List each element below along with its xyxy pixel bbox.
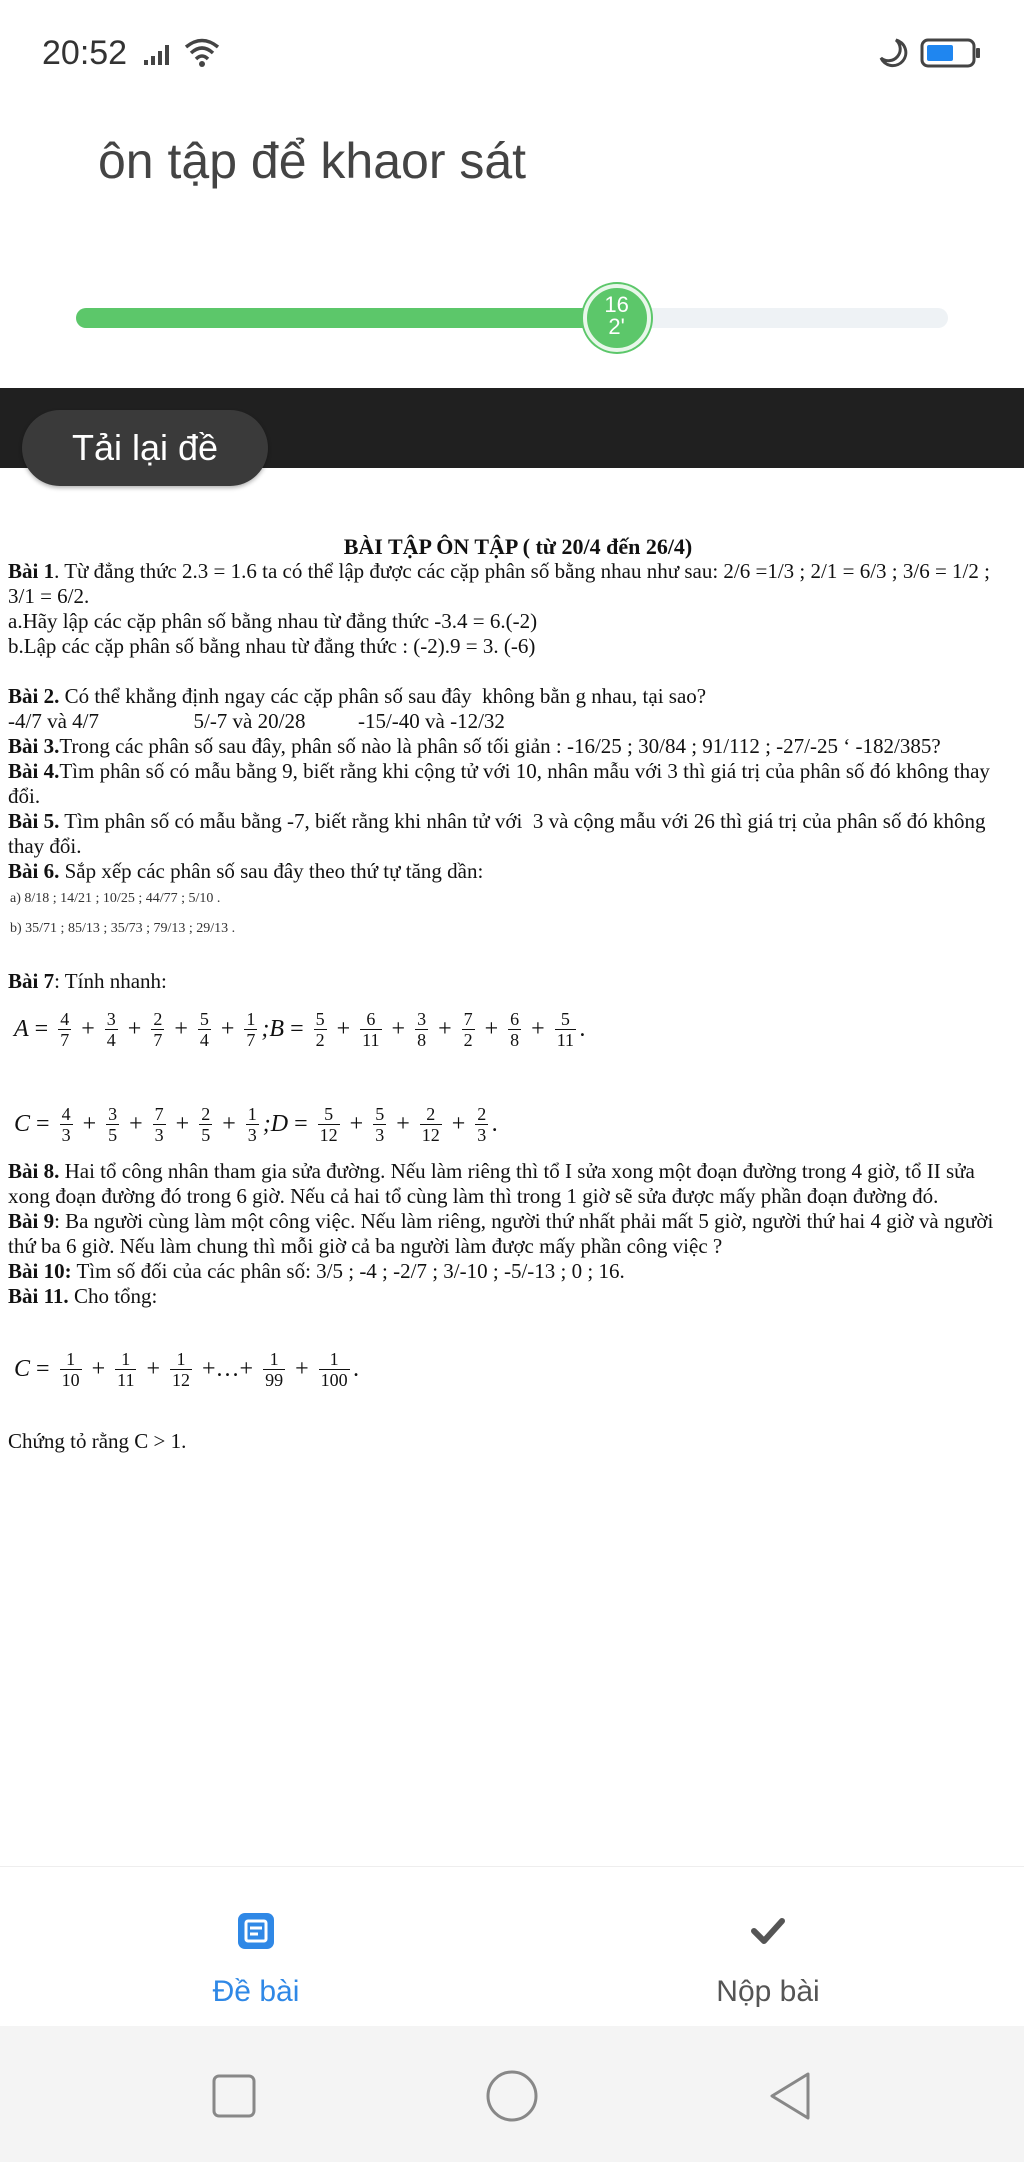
- plus-sign: +: [91, 1355, 106, 1382]
- denominator: 7: [60, 1029, 70, 1050]
- system-nav-bar: [0, 2026, 1024, 2162]
- wifi-icon: [182, 36, 222, 68]
- bai6-b: b) 35/71 ; 85/13 ; 35/73 ; 79/13 ; 29/13 .: [10, 921, 236, 936]
- denominator: 8: [510, 1029, 520, 1050]
- plus-sign: +: [222, 1110, 236, 1137]
- equals-sign: =: [34, 1015, 49, 1042]
- plus-sign: +: [396, 1110, 410, 1137]
- numerator: 1: [66, 1348, 76, 1369]
- plus-sign: +: [451, 1110, 466, 1137]
- plus-sign: +: [438, 1015, 452, 1042]
- bai2-pairs: -4/7 và 4/7 5/-7 và 20/28 -15/-40 và -12/32: [8, 709, 505, 733]
- separator: ;: [262, 1110, 271, 1137]
- fraction: [60, 1104, 73, 1145]
- numerator: 7: [463, 1008, 473, 1029]
- doc-heading: BÀI TẬP ÔN TẬP ( từ 20/4 đến 26/4): [343, 534, 693, 559]
- fraction: [60, 1349, 82, 1390]
- bai1-b: b.Lập các cặp phân số bằng nhau từ đẳng thức : (-2).9 = 3. (-6): [8, 634, 536, 658]
- conclusion: Chứng tỏ rằng C > 1.: [8, 1429, 187, 1453]
- fraction: [106, 1104, 119, 1145]
- plus-sign: +: [146, 1355, 160, 1382]
- denominator: 2: [463, 1029, 473, 1050]
- fraction: [105, 1009, 118, 1050]
- bai8: Bài 8. Hai tổ công nhân tham gia sửa đường. Nếu làm riêng thì tổ I sửa xong một đoạn đường trong 4 giờ, tổ II sửa xong đoạn đường đó trong 6 giờ. Nếu cả hai tổ cùng làm thì trong 1 giờ sẽ sửa được mấy phần đoạn đường đó.: [8, 1159, 981, 1208]
- fraction: [115, 1349, 136, 1390]
- fraction: [475, 1104, 488, 1145]
- formula-c-sum: [8, 1334, 1016, 1404]
- plus-sign: +: [129, 1110, 143, 1137]
- fraction: [373, 1104, 386, 1145]
- numerator: 5: [324, 1103, 334, 1124]
- numerator: 5: [315, 1008, 325, 1029]
- exam-document: [8, 534, 1016, 1454]
- bai7: Bài 7: Tính nhanh:: [8, 969, 167, 993]
- bai5: Bài 5. Tìm phân số có mẫu bằng -7, biết rằng khi nhân tử với 3 và cộng mẫu với 26 thì giá trị của phân số đó không thay đổi.: [8, 809, 991, 858]
- numerator: 3: [417, 1008, 427, 1029]
- denominator: 3: [61, 1124, 71, 1145]
- fraction: [314, 1009, 327, 1050]
- numerator: 1: [329, 1348, 339, 1369]
- numerator: 4: [61, 1103, 71, 1124]
- equals-sign: =: [36, 1355, 50, 1382]
- numerator: 3: [108, 1103, 118, 1124]
- denominator: 11: [556, 1029, 575, 1050]
- fraction: [319, 1349, 350, 1390]
- denominator: 12: [172, 1369, 190, 1390]
- denominator: 8: [417, 1029, 427, 1050]
- denominator: 2: [315, 1029, 325, 1050]
- numerator: 2: [201, 1103, 211, 1124]
- status-time: 20:52: [42, 34, 128, 72]
- fraction: [508, 1009, 521, 1050]
- document-icon: [236, 1911, 276, 1951]
- bai1: Bài 1. Từ đẳng thức 2.3 = 1.6 ta có thể lập được các cặp phân số bằng nhau như sau: 2/6 =1/3 ; 2/1 = 6/3 ; 3/6 = 1/2 ; 3/1 = 6/2.: [8, 559, 996, 608]
- denominator: 11: [117, 1369, 135, 1390]
- fraction: [360, 1009, 381, 1050]
- home-icon[interactable]: [482, 2066, 542, 2126]
- formula-name: A: [14, 1015, 29, 1042]
- formula-name: D: [270, 1110, 289, 1137]
- bai1-a: a.Hãy lập các cặp phân số bằng nhau từ đẳng thức -3.4 = 6.(-2): [8, 609, 538, 633]
- plus-sign: +: [484, 1015, 499, 1042]
- tab-de-bai[interactable]: [0, 1867, 512, 2027]
- ellipsis: +…+: [202, 1355, 254, 1382]
- denominator: 3: [375, 1124, 385, 1145]
- bottom-nav: [0, 1866, 1024, 2026]
- numerator: 1: [246, 1008, 256, 1029]
- recents-icon[interactable]: [204, 2066, 264, 2126]
- plus-sign: +: [220, 1015, 235, 1042]
- numerator: 2: [153, 1008, 163, 1029]
- status-bar: [0, 0, 1024, 100]
- plus-sign: +: [349, 1110, 364, 1137]
- separator: .: [580, 1015, 587, 1042]
- bai10: Bài 10: Tìm số đối của các phân số: 3/5 ; -4 ; -2/7 ; 3/-10 ; -5/-13 ; 0 ; 16.: [8, 1259, 625, 1283]
- numerator: 1: [269, 1348, 279, 1369]
- equals-sign: =: [290, 1015, 304, 1042]
- progress-fill: [76, 308, 617, 328]
- plus-sign: +: [127, 1015, 142, 1042]
- bai9: Bài 9: Ba người cùng làm một công việc. Nếu làm riêng, người thứ nhất phải mất 5 giờ, người thứ hai 4 giờ và người thứ ba 6 giờ. Nếu làm chung thì mỗi giờ cả ba người làm được mấy phần công việc ?: [8, 1209, 999, 1258]
- equals-sign: =: [36, 1110, 50, 1137]
- fraction: [153, 1104, 166, 1145]
- numerator: 4: [60, 1008, 70, 1029]
- signal-icon: [142, 42, 174, 66]
- denominator: 99: [265, 1369, 284, 1390]
- plus-sign: +: [336, 1015, 351, 1042]
- formula-a-b: [8, 994, 1016, 1064]
- formula-name: C: [14, 1110, 31, 1137]
- fraction: [244, 1009, 257, 1050]
- progress-knob[interactable]: [583, 284, 651, 352]
- progress-bar: [76, 292, 948, 339]
- fraction: [246, 1104, 259, 1145]
- reload-exam-button[interactable]: Tải lại đề: [22, 410, 268, 486]
- denominator: 3: [477, 1124, 487, 1145]
- page-title: ôn tập để khaor sát: [98, 133, 527, 189]
- numerator: 2: [477, 1103, 487, 1124]
- plus-sign: +: [174, 1015, 188, 1042]
- plus-sign: +: [295, 1355, 309, 1382]
- plus-sign: +: [81, 1015, 95, 1042]
- fraction: [415, 1009, 428, 1050]
- numerator: 5: [375, 1103, 385, 1124]
- denominator: 12: [421, 1124, 440, 1145]
- battery-icon: [920, 38, 982, 68]
- fraction: [170, 1349, 192, 1390]
- equals-sign: =: [294, 1110, 308, 1137]
- fraction: [199, 1104, 212, 1145]
- separator: .: [492, 1110, 499, 1137]
- fraction: [555, 1009, 576, 1050]
- fraction: [58, 1009, 71, 1050]
- fraction: [263, 1349, 285, 1390]
- denominator: 4: [106, 1029, 116, 1050]
- denominator: 3: [247, 1124, 257, 1145]
- plus-sign: +: [175, 1110, 190, 1137]
- progress-knob-line-1: 16: [604, 292, 629, 317]
- bai2: Bài 2. Có thể khẳng định ngay các cặp phân số sau đây không bằn g nhau, tại sao?: [8, 684, 707, 708]
- separator: ;: [261, 1015, 270, 1042]
- bai11: Bài 11. Cho tổng:: [8, 1284, 158, 1308]
- back-icon[interactable]: [760, 2066, 820, 2126]
- numerator: 1: [121, 1348, 131, 1369]
- denominator: 4: [199, 1029, 209, 1050]
- fraction: [318, 1104, 340, 1145]
- bai6: Bài 6. Sắp xếp các phân số sau đây theo thứ tự tăng dần:: [8, 859, 484, 883]
- formula-name: B: [269, 1015, 285, 1042]
- tab-nop-bai-label: Nộp bài: [716, 1975, 820, 2008]
- numerator: 3: [106, 1008, 116, 1029]
- numerator: 5: [560, 1008, 570, 1029]
- bai3: Bài 3.Trong các phân số sau đây, phân số nào là phân số tối giản : -16/25 ; 30/84 ; 91/112 ; -27/-25 ‘ -182/385?: [8, 734, 941, 758]
- numerator: 5: [199, 1008, 209, 1029]
- numerator: 6: [510, 1008, 520, 1029]
- denominator: 7: [246, 1029, 256, 1050]
- denominator: 5: [201, 1124, 211, 1145]
- numerator: 6: [366, 1008, 376, 1029]
- separator: .: [353, 1355, 360, 1382]
- denominator: 5: [108, 1124, 118, 1145]
- plus-sign: +: [391, 1015, 406, 1042]
- plus-sign: +: [531, 1015, 545, 1042]
- fraction: [198, 1009, 211, 1050]
- formula-name: C: [14, 1355, 31, 1382]
- denominator: 11: [362, 1029, 380, 1050]
- bai6-a: a) 8/18 ; 14/21 ; 10/25 ; 44/77 ; 5/10 .: [10, 891, 221, 906]
- tab-de-bai-label: Đề bài: [212, 1975, 300, 2008]
- formula-c-d: [8, 1089, 1016, 1159]
- numerator: 1: [247, 1103, 257, 1124]
- moon-icon: [876, 36, 910, 70]
- fraction: [420, 1104, 442, 1145]
- denominator: 7: [153, 1029, 163, 1050]
- fraction: [462, 1009, 475, 1050]
- numerator: 2: [426, 1103, 436, 1124]
- denominator: 100: [320, 1369, 348, 1390]
- numerator: 7: [154, 1103, 164, 1124]
- fraction: [151, 1009, 164, 1050]
- denominator: 3: [154, 1124, 164, 1145]
- denominator: 12: [319, 1124, 338, 1145]
- progress-knob-line-2: 2': [608, 314, 625, 339]
- tab-nop-bai[interactable]: [512, 1867, 1024, 2027]
- denominator: 10: [61, 1369, 80, 1390]
- plus-sign: +: [82, 1110, 97, 1137]
- checkmark-icon: [748, 1911, 788, 1951]
- bai4: Bài 4.Tìm phân số có mẫu bằng 9, biết rằng khi cộng tử với 10, nhân mẫu với 3 thì giá trị của phân số đó không thay đổi.: [8, 759, 996, 808]
- numerator: 1: [176, 1348, 186, 1369]
